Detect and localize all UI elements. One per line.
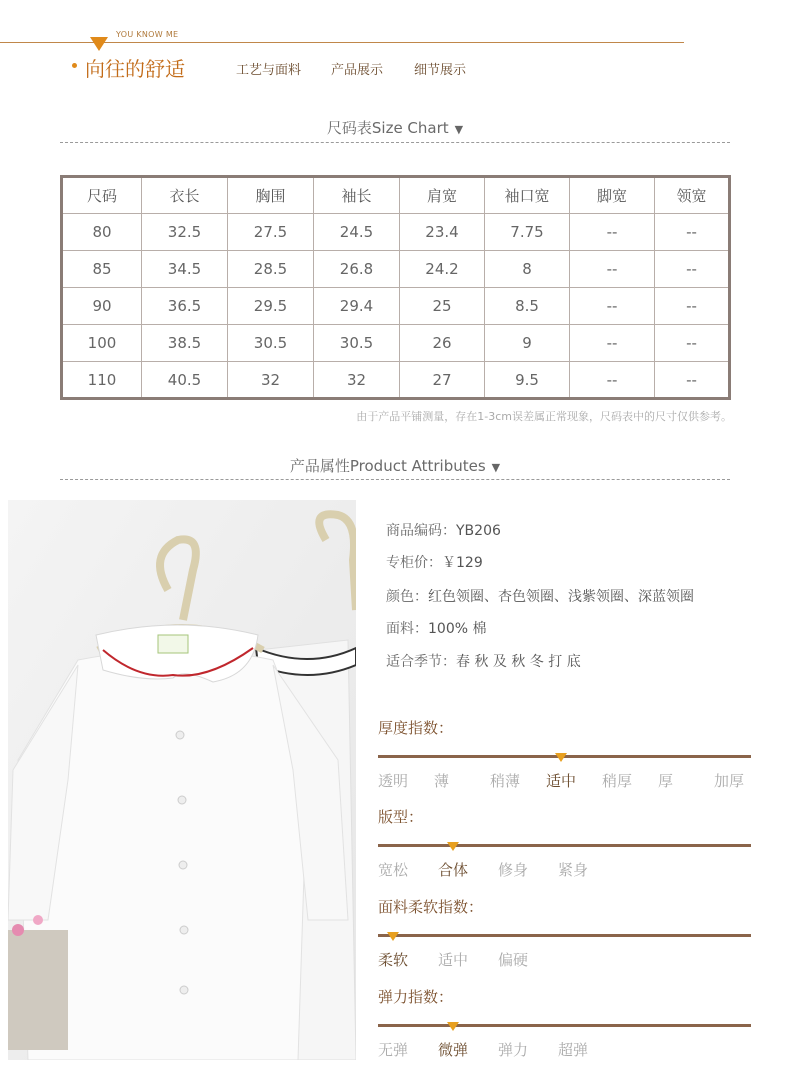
- table-cell: 34.5: [142, 251, 228, 288]
- table-row: [62, 288, 730, 325]
- attr-color: [386, 586, 694, 606]
- table-cell: 38.5: [142, 325, 228, 362]
- table-cell: 29.4: [314, 288, 400, 325]
- attr-product-code: [386, 520, 501, 540]
- table-cell: 9.5: [485, 362, 570, 399]
- table-cell: 24.5: [314, 214, 400, 251]
- attr-label: 专柜价：: [386, 555, 442, 571]
- gauge-option: 透明: [378, 772, 409, 790]
- table-cell: 32.5: [142, 214, 228, 251]
- column-header: 领宽: [655, 177, 730, 214]
- gauge-option: 微弹: [438, 1041, 469, 1059]
- nav-detail-display[interactable]: 细节展示: [414, 63, 467, 78]
- gauge-option: 适中: [438, 951, 469, 969]
- table-cell: --: [570, 214, 655, 251]
- table-cell: --: [655, 288, 730, 325]
- table-cell: 27.5: [228, 214, 314, 251]
- divider: [60, 142, 730, 143]
- attr-fabric: [386, 618, 486, 638]
- table-cell: --: [570, 251, 655, 288]
- attr-value: ￥129: [442, 555, 483, 571]
- table-cell: 28.5: [228, 251, 314, 288]
- gauge-option: 弹力: [498, 1041, 529, 1059]
- column-header: 尺码: [62, 177, 142, 214]
- table-cell: --: [655, 325, 730, 362]
- table-cell: 25: [400, 288, 485, 325]
- attr-price: [386, 552, 483, 572]
- table-cell: --: [570, 362, 655, 399]
- attr-value: 春 秋 及 秋 冬 打 底: [456, 654, 581, 670]
- table-header-row: [62, 177, 730, 214]
- header-tagline: YOU KNOW ME: [116, 30, 179, 39]
- table-cell: 36.5: [142, 288, 228, 325]
- gauge-option: 无弹: [378, 1041, 409, 1059]
- table-cell: 40.5: [142, 362, 228, 399]
- attr-value: 红色领圈、杏色领圈、浅紫领圈、深蓝领圈: [428, 589, 694, 605]
- gauge-option: 紧身: [558, 861, 589, 879]
- gauge-marker-icon: [447, 1022, 459, 1031]
- table-cell: 23.4: [400, 214, 485, 251]
- table-cell: 26.8: [314, 251, 400, 288]
- attr-season: [386, 651, 581, 671]
- gauge-bar: [378, 844, 751, 847]
- table-cell: 7.75: [485, 214, 570, 251]
- gauge-bar: [378, 1024, 751, 1027]
- attr-label: 颜色：: [386, 589, 428, 605]
- gauge-label: 版型：: [378, 808, 424, 826]
- attr-value: 100% 棉: [428, 621, 487, 637]
- gauge-option: 超弹: [558, 1041, 589, 1059]
- table-cell: 30.5: [228, 325, 314, 362]
- bullet-dot-icon: [72, 63, 77, 68]
- table-cell: 9: [485, 325, 570, 362]
- table-row: [62, 251, 730, 288]
- nav-craft-fabric[interactable]: 工艺与面料: [236, 63, 302, 78]
- gauge-bar: [378, 934, 751, 937]
- table-row: [62, 214, 730, 251]
- attr-label: 适合季节：: [386, 654, 456, 670]
- gauge-option: 稍薄: [490, 772, 521, 790]
- column-header: 脚宽: [570, 177, 655, 214]
- gauge-option: 柔软: [378, 951, 409, 969]
- table-cell: 26: [400, 325, 485, 362]
- table-cell: 80: [62, 214, 142, 251]
- table-cell: 85: [62, 251, 142, 288]
- table-cell: --: [655, 251, 730, 288]
- size-chart-note: 由于产品平铺测量，存在1-3cm误差属正常现象，尺码表中的尺寸仅供参考。: [356, 410, 732, 423]
- table-cell: 24.2: [400, 251, 485, 288]
- table-cell: --: [570, 325, 655, 362]
- table-cell: 29.5: [228, 288, 314, 325]
- gauge-label: 厚度指数：: [378, 719, 454, 737]
- attr-value: YB206: [456, 523, 501, 539]
- gauge-option: 宽松: [378, 861, 409, 879]
- gauge-option: 适中: [546, 772, 577, 790]
- gauge-label: 弹力指数：: [378, 988, 454, 1006]
- gauge-option: 合体: [438, 861, 469, 879]
- gauge-marker-icon: [447, 842, 459, 851]
- gauge-option: 稍厚: [602, 772, 633, 790]
- table-cell: 8.5: [485, 288, 570, 325]
- gauge-option: 加厚: [714, 772, 745, 790]
- attr-label: 商品编码：: [386, 523, 456, 539]
- table-cell: 27: [400, 362, 485, 399]
- header-title: 向往的舒适: [85, 57, 185, 81]
- gauge-option: 偏硬: [498, 951, 529, 969]
- table-cell: --: [570, 288, 655, 325]
- attributes-title-text: 产品属性Product Attributes: [289, 457, 486, 475]
- attr-label: 面料：: [386, 621, 428, 637]
- triangle-down-icon: ▼: [454, 123, 464, 136]
- column-header: 袖口宽: [485, 177, 570, 214]
- shirt-illustration: [8, 500, 356, 1060]
- column-header: 胸围: [228, 177, 314, 214]
- gauge-marker-icon: [555, 753, 567, 762]
- column-header: 袖长: [314, 177, 400, 214]
- table-row: [62, 325, 730, 362]
- table-cell: 90: [62, 288, 142, 325]
- nav-product-display[interactable]: 产品展示: [331, 63, 384, 78]
- attributes-title: [0, 455, 790, 476]
- table-cell: 8: [485, 251, 570, 288]
- table-cell: 32: [314, 362, 400, 399]
- table-row: [62, 362, 730, 399]
- table-cell: 30.5: [314, 325, 400, 362]
- divider: [60, 479, 730, 480]
- product-photo: [8, 500, 356, 1060]
- size-chart-title-text: 尺码表Size Chart: [326, 119, 449, 137]
- table-cell: 110: [62, 362, 142, 399]
- gauge-option: 修身: [498, 861, 529, 879]
- triangle-down-icon: ▼: [491, 461, 501, 474]
- table-cell: --: [655, 362, 730, 399]
- gauge-option: 薄: [434, 772, 450, 790]
- header-triangle-icon: [90, 37, 108, 51]
- gauge-option: 厚: [658, 772, 674, 790]
- table-cell: --: [655, 214, 730, 251]
- table-cell: 100: [62, 325, 142, 362]
- column-header: 肩宽: [400, 177, 485, 214]
- size-chart-title: [0, 117, 790, 138]
- size-chart-table: [60, 175, 731, 400]
- gauge-marker-icon: [387, 932, 399, 941]
- column-header: 衣长: [142, 177, 228, 214]
- table-cell: 32: [228, 362, 314, 399]
- gauge-label: 面料柔软指数：: [378, 898, 484, 916]
